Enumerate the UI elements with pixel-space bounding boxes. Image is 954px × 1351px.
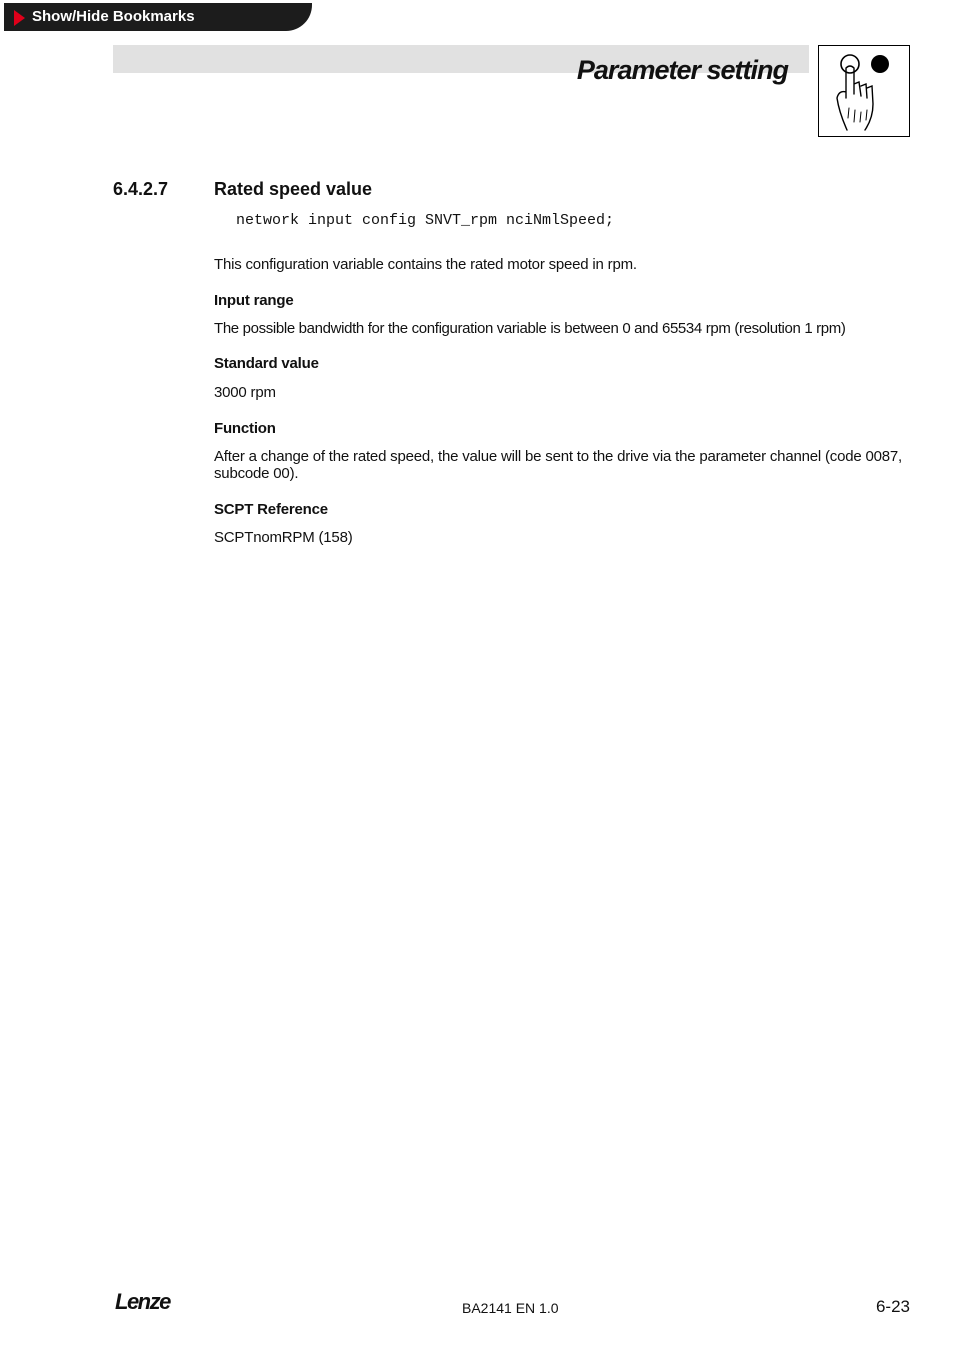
section-title: Rated speed value <box>214 179 373 199</box>
scpt-reference-heading: SCPT Reference <box>214 501 328 518</box>
standard-value-heading: Standard value <box>214 355 319 372</box>
document-id: BA2141 EN 1.0 <box>462 1300 559 1316</box>
function-text: After a change of the rated speed, the value will be sent to the drive via the parameter channel (code 0087, subcode 00). <box>214 448 903 482</box>
section-number: 6.4.2.7 <box>113 179 169 199</box>
hand-illustration <box>819 46 909 136</box>
page-title: Parameter setting <box>576 55 788 85</box>
function-heading: Function <box>214 420 276 437</box>
lenze-logo: Lenze <box>115 1289 170 1314</box>
triangle-right-icon <box>14 10 25 26</box>
standard-value-text: 3000 rpm <box>214 384 276 401</box>
bookmarks-button-label: Show/Hide Bookmarks <box>32 8 195 25</box>
show-hide-bookmarks-button[interactable] <box>4 3 312 31</box>
scpt-reference-text: SCPTnomRPM (158) <box>214 529 353 546</box>
page-number: 6-23 <box>875 1297 910 1316</box>
hand-pressing-buttons-icon <box>818 45 910 137</box>
code-declaration: network input config SNVT_rpm nciNmlSpeed; <box>236 212 615 229</box>
input-range-heading: Input range <box>214 292 294 309</box>
intro-paragraph: This configuration variable contains the rated motor speed in rpm. <box>214 256 637 273</box>
input-range-text: The possible bandwidth for the configuration variable is between 0 and 65534 rpm (resolution 1 rpm) <box>214 320 846 337</box>
